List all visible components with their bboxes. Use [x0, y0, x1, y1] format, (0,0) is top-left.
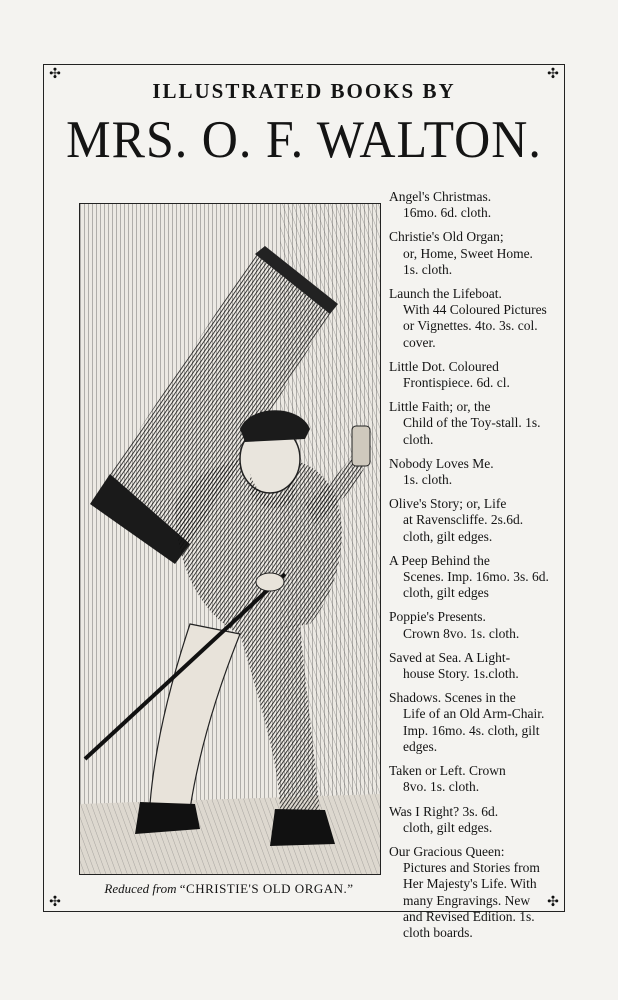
book-entry: [389, 690, 551, 755]
book-details: Frontispiece. 6d. cl.: [403, 375, 510, 391]
book-details: or, Home, Sweet Home. 1s. cloth.: [403, 245, 533, 277]
page-heading: ILLUSTRATED BOOKS BY: [152, 79, 456, 103]
illustration-caption: [74, 881, 384, 897]
book-list: [389, 189, 551, 949]
advertisement-frame: [43, 64, 565, 940]
book-entry: [389, 844, 551, 941]
book-details: Crown 8vo. 1s. cloth.: [403, 625, 520, 641]
book-title: Our Gracious Queen:: [389, 843, 505, 859]
book-details: 8vo. 1s. cloth.: [403, 779, 480, 795]
book-title: Olive's Story; or, Life: [389, 496, 507, 512]
corner-ornament-icon: ✣: [49, 66, 61, 82]
book-entry: [389, 399, 551, 448]
author-name: MRS. O. F. WALTON.: [66, 109, 542, 169]
book-entry: [389, 359, 551, 391]
book-details: at Ravenscliffe. 2s.6d. cloth, gilt edges.: [403, 512, 524, 544]
book-details: cloth, gilt edges.: [403, 819, 493, 835]
book-title: Christie's Old Organ;: [389, 229, 504, 245]
book-details: 1s. cloth.: [403, 472, 453, 488]
book-details: Child of the Toy-stall. 1s. cloth.: [403, 415, 541, 447]
caption-title: “CHRISTIE'S OLD ORGAN.”: [179, 881, 354, 896]
book-title: Shadows. Scenes in the: [389, 690, 516, 706]
book-title: Little Dot. Coloured: [389, 358, 499, 374]
book-entry: [389, 650, 551, 682]
book-title: A Peep Behind the: [389, 552, 490, 568]
book-details: With 44 Coloured Pictures or Vignettes. 4to. 3s. col. cover.: [403, 302, 547, 350]
book-entry: [389, 496, 551, 545]
engraving-illustration: [79, 203, 381, 875]
book-details: house Story. 1s.cloth.: [403, 666, 519, 682]
corner-ornament-icon: ✣: [547, 66, 559, 82]
book-details: Scenes. Imp. 16mo. 3s. 6d. cloth, gilt edges: [403, 569, 549, 601]
book-entry: [389, 286, 551, 351]
book-entry: [389, 553, 551, 602]
book-entry: [389, 763, 551, 795]
book-details: Life of an Old Arm-Chair. Imp. 16mo. 4s. cloth, gilt edges.: [403, 706, 545, 754]
organ-grinder-engraving: [80, 204, 380, 874]
book-title: Taken or Left. Crown: [389, 763, 506, 779]
book-title: Launch the Lifeboat.: [389, 286, 502, 302]
corner-ornament-icon: ✣: [547, 894, 559, 910]
book-title: Nobody Loves Me.: [389, 455, 494, 471]
book-entry: [389, 804, 551, 836]
book-title: Angel's Christmas.: [389, 189, 492, 204]
book-title: Poppie's Presents.: [389, 609, 486, 625]
caption-prefix: Reduced from: [104, 881, 177, 896]
book-entry: [389, 189, 551, 221]
book-entry: [389, 229, 551, 278]
book-entry: [389, 456, 551, 488]
book-details: Pictures and Stories from Her Majesty's Life. With many Engravings. New and Revised Edition. 1s. cloth boards.: [403, 860, 540, 940]
book-entry: [389, 609, 551, 641]
book-details: 16mo. 6d. cloth.: [403, 205, 492, 221]
book-title: Was I Right? 3s. 6d.: [389, 803, 499, 819]
book-title: Saved at Sea. A Light-: [389, 649, 511, 665]
corner-ornament-icon: ✣: [49, 894, 61, 910]
book-title: Little Faith; or, the: [389, 399, 491, 415]
